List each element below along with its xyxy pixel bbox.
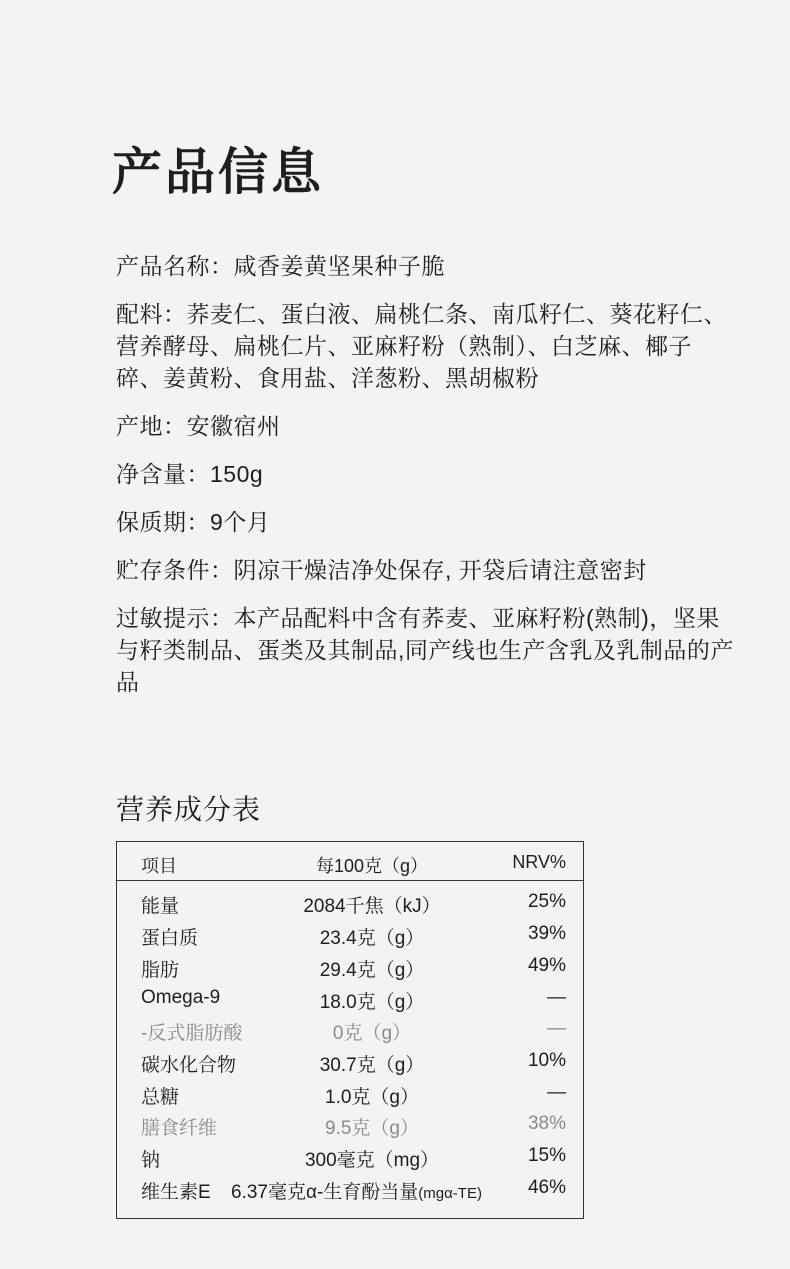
row-amount: 23.4克（g） <box>319 928 425 949</box>
info-label: 净含量： <box>116 461 210 487</box>
info-shelf-life <box>116 506 736 538</box>
table-row <box>117 1109 583 1141</box>
row-amount: 300毫克（mg） <box>304 1150 440 1171</box>
row-item: 膳食纤维 <box>141 1118 218 1139</box>
row-amount-unit: (mgα-TE) <box>418 1185 482 1202</box>
table-row <box>117 887 583 919</box>
info-product-name <box>116 250 736 282</box>
row-item: 能量 <box>141 896 180 917</box>
info-label: 配料： <box>116 301 187 327</box>
info-allergen <box>116 602 736 698</box>
header-nrv: NRV% <box>512 852 566 872</box>
info-value: 荞麦仁、蛋白液、扁桃仁条、南瓜籽仁、葵花籽仁、营养酵母、扁桃仁片、亚麻籽粉（熟制）、白芝麻、椰子碎、姜黄粉、食用盐、洋葱粉、黑胡椒粉 <box>116 301 727 391</box>
row-nrv: 46% <box>527 1177 566 1198</box>
row-amount: 29.4克（g） <box>319 960 425 981</box>
info-net-weight <box>116 458 736 490</box>
row-amount <box>231 1177 482 1204</box>
row-amount: 0克（g） <box>332 1023 412 1044</box>
row-nrv: — <box>547 1018 566 1039</box>
info-label: 产品名称： <box>116 253 234 279</box>
product-info <box>116 250 736 714</box>
row-nrv: 39% <box>527 923 566 944</box>
table-row <box>117 983 583 1015</box>
header-amount: 每100克（g） <box>315 856 429 876</box>
info-ingredients <box>116 298 736 394</box>
row-nrv: 25% <box>527 891 566 912</box>
row-item: 碳水化合物 <box>141 1055 237 1076</box>
page-title: 产品信息 <box>112 144 324 200</box>
table-row <box>117 1014 583 1046</box>
row-item: 脂肪 <box>141 960 180 981</box>
nutrition-title: 营养成分表 <box>116 794 262 825</box>
info-value: 咸香姜黄坚果种子脆 <box>233 253 445 279</box>
row-amount: 30.7克（g） <box>319 1055 425 1076</box>
info-label: 产地： <box>116 413 187 439</box>
row-nrv: 10% <box>527 1050 566 1071</box>
nutrition-table <box>116 841 584 1219</box>
info-value: 9个月 <box>210 509 271 535</box>
row-item: 维生素E <box>141 1182 211 1203</box>
row-item: 钠 <box>141 1150 161 1171</box>
row-nrv: 15% <box>527 1145 566 1166</box>
info-value: 150g <box>210 461 264 487</box>
row-nrv: — <box>547 1082 566 1103</box>
row-amount: 18.0克（g） <box>319 992 425 1013</box>
row-nrv: 38% <box>527 1113 566 1134</box>
info-label: 保质期： <box>116 509 210 535</box>
header-item: 项目 <box>141 856 177 876</box>
row-amount-value: 6.37毫克α-生育酚当量 <box>231 1182 419 1203</box>
table-header <box>117 842 583 881</box>
info-value: 安徽宿州 <box>186 413 281 439</box>
row-nrv: 49% <box>527 955 566 976</box>
table-row <box>117 919 583 951</box>
row-amount: 9.5克（g） <box>325 1118 419 1139</box>
info-origin <box>116 410 736 442</box>
row-amount: 1.0克（g） <box>325 1087 419 1108</box>
row-item: -反式脂肪酸 <box>141 1023 243 1044</box>
table-row <box>117 1173 583 1205</box>
info-value: 阴凉干燥洁净处保存, 开袋后请注意密封 <box>233 557 647 583</box>
row-item: 蛋白质 <box>141 928 199 949</box>
info-value: 本产品配料中含有荞麦、亚麻籽粉(熟制)，坚果与籽类制品、蛋类及其制品,同产线也生产含乳及乳制品的产品 <box>116 605 734 695</box>
row-item: Omega-9 <box>141 987 221 1008</box>
table-row <box>117 1046 583 1078</box>
row-amount: 2084千焦（kJ） <box>303 896 441 917</box>
info-label: 过敏提示： <box>116 605 234 631</box>
info-storage <box>116 554 736 586</box>
row-nrv: — <box>547 987 566 1008</box>
info-label: 贮存条件： <box>116 557 234 583</box>
row-item: 总糖 <box>141 1087 180 1108</box>
table-row <box>117 1141 583 1173</box>
table-row <box>117 951 583 983</box>
table-row <box>117 1078 583 1110</box>
